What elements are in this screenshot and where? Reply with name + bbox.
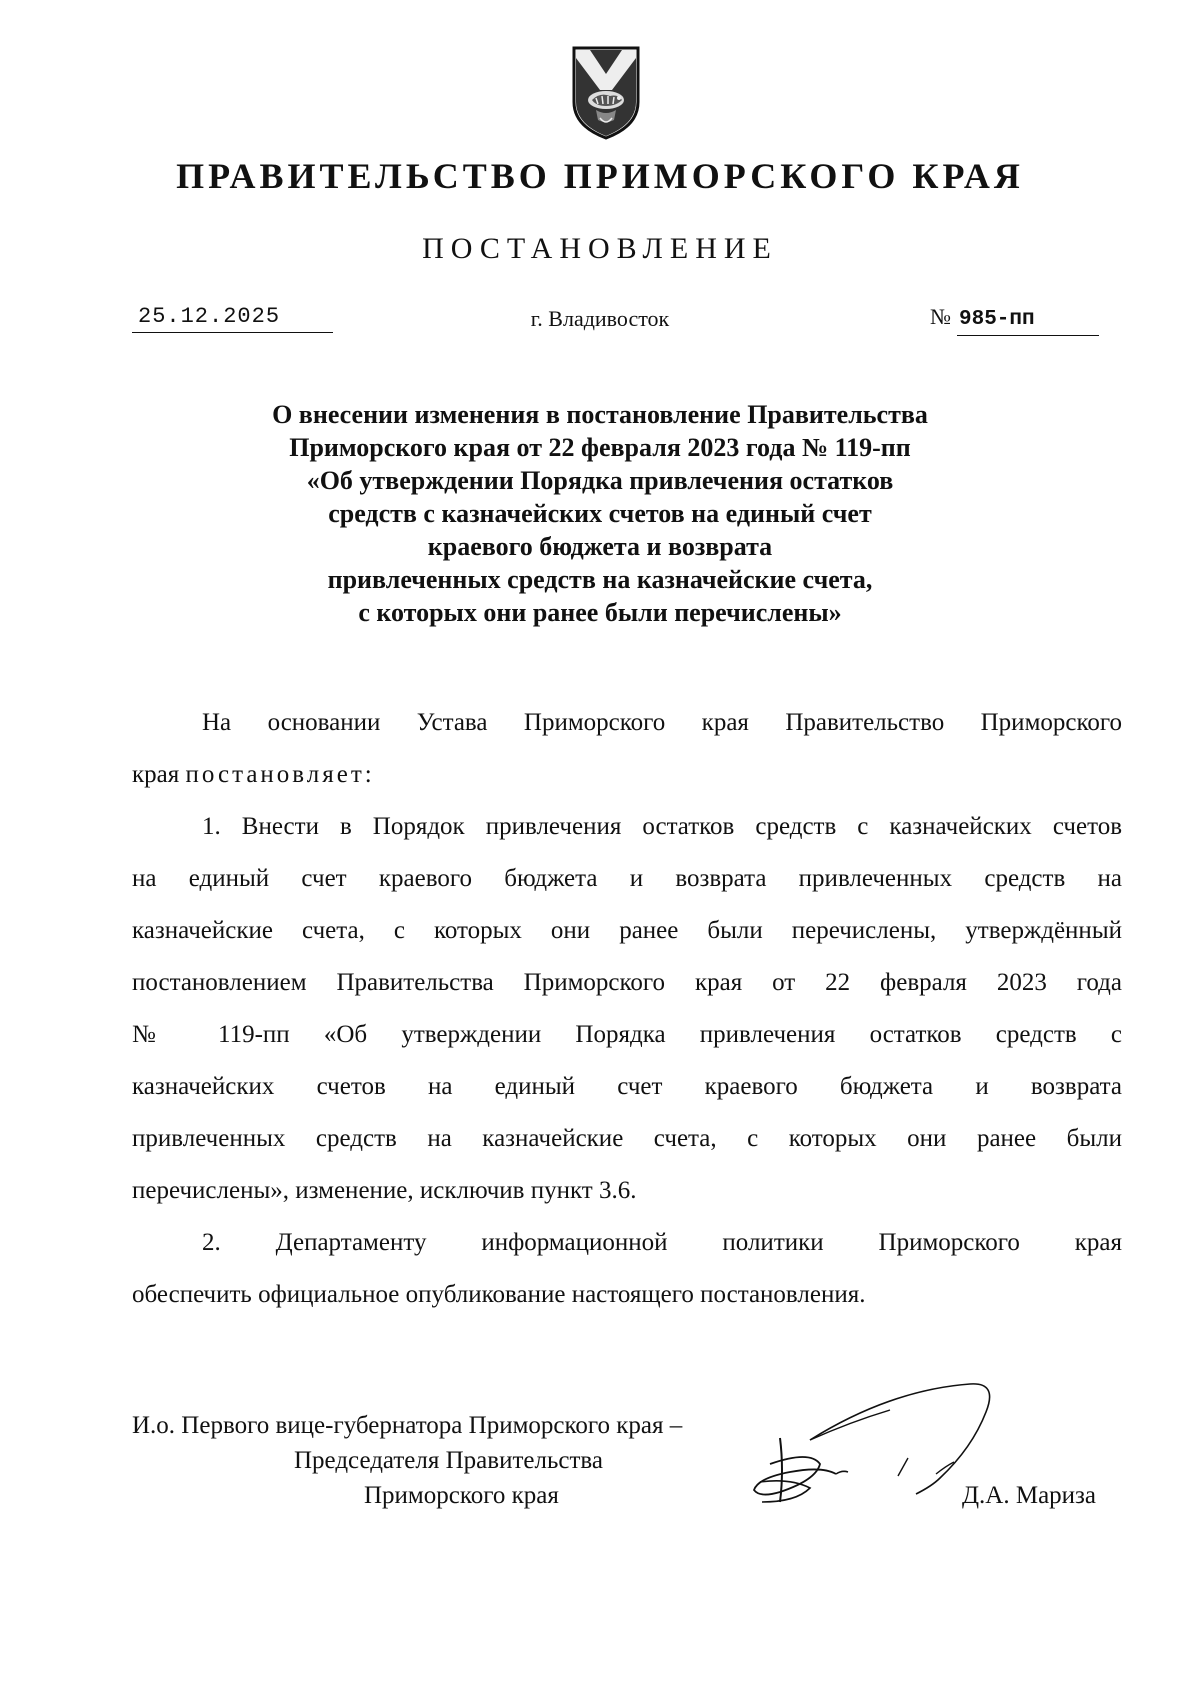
paragraph-1-line: № 119-пп «Об утверждении Порядка привлечения остатков средств с	[132, 1021, 1122, 1048]
intro-prefix: края	[132, 761, 186, 788]
intro-line: На основании Устава Приморского края Правительство Приморского	[202, 709, 1122, 736]
coat-of-arms-icon	[570, 44, 642, 142]
position-line: И.о. Первого вице-губернатора Приморского края –	[132, 1412, 683, 1439]
paragraph-2-line: 2. Департаменту информационной политики Приморского края	[202, 1229, 1122, 1256]
position-line: Приморского края	[364, 1482, 559, 1509]
government-title: ПРАВИТЕЛЬСТВО ПРИМОРСКОГО КРАЯ	[176, 156, 1024, 196]
document-number: 985-пп	[957, 305, 1099, 336]
paragraph-1-line: казначейские счета, с которых они ранее были перечислены, утверждённый	[132, 917, 1122, 944]
subject-line: средств с казначейских счетов на единый счет	[328, 499, 872, 528]
paragraph-2-line: обеспечить официальное опубликование настоящего постановления.	[132, 1281, 866, 1308]
paragraph-1-line: перечислены», изменение, исключив пункт 3.6.	[132, 1177, 637, 1204]
paragraph-1-line: постановлением Правительства Приморского края от 22 февраля 2023 года	[132, 969, 1122, 996]
document-city: г. Владивосток	[530, 306, 670, 331]
subject-line: привлеченных средств на казначейские счета,	[327, 565, 873, 594]
document-body	[132, 697, 1122, 1321]
position-line: Председателя Правительства	[294, 1447, 603, 1474]
document-subject	[200, 398, 1000, 629]
paragraph-1-line: 1. Внести в Порядок привлечения остатков средств с казначейских счетов	[202, 813, 1122, 840]
subject-line: Приморского края от 22 февраля 2023 года № 119-пп	[289, 433, 911, 462]
subject-line: «Об утверждении Порядка привлечения остатков	[306, 466, 894, 495]
paragraph-1-line: привлеченных средств на казначейские счета, с которых они ранее были	[132, 1125, 1122, 1152]
paragraph-1-line: на единый счет краевого бюджета и возврата привлеченных средств на	[132, 865, 1122, 892]
subject-line: с которых они ранее были перечислены»	[358, 598, 842, 627]
paragraph-1-line: казначейских счетов на единый счет краевого бюджета и возврата	[132, 1073, 1122, 1100]
subject-line: краевого бюджета и возврата	[427, 532, 773, 561]
subject-line: О внесении изменения в постановление Правительства	[272, 400, 928, 429]
document-type: ПОСТАНОВЛЕНИЕ	[422, 232, 778, 265]
signatory-position	[132, 1408, 682, 1513]
document-date: 25.12.2025	[132, 302, 333, 333]
intro-line	[132, 749, 1122, 801]
resolves-word: постановляет:	[185, 761, 375, 788]
document-number-field	[930, 302, 1110, 336]
number-sign: №	[930, 304, 951, 329]
signatory-name: Д.А. Мариза	[962, 1482, 1097, 1509]
